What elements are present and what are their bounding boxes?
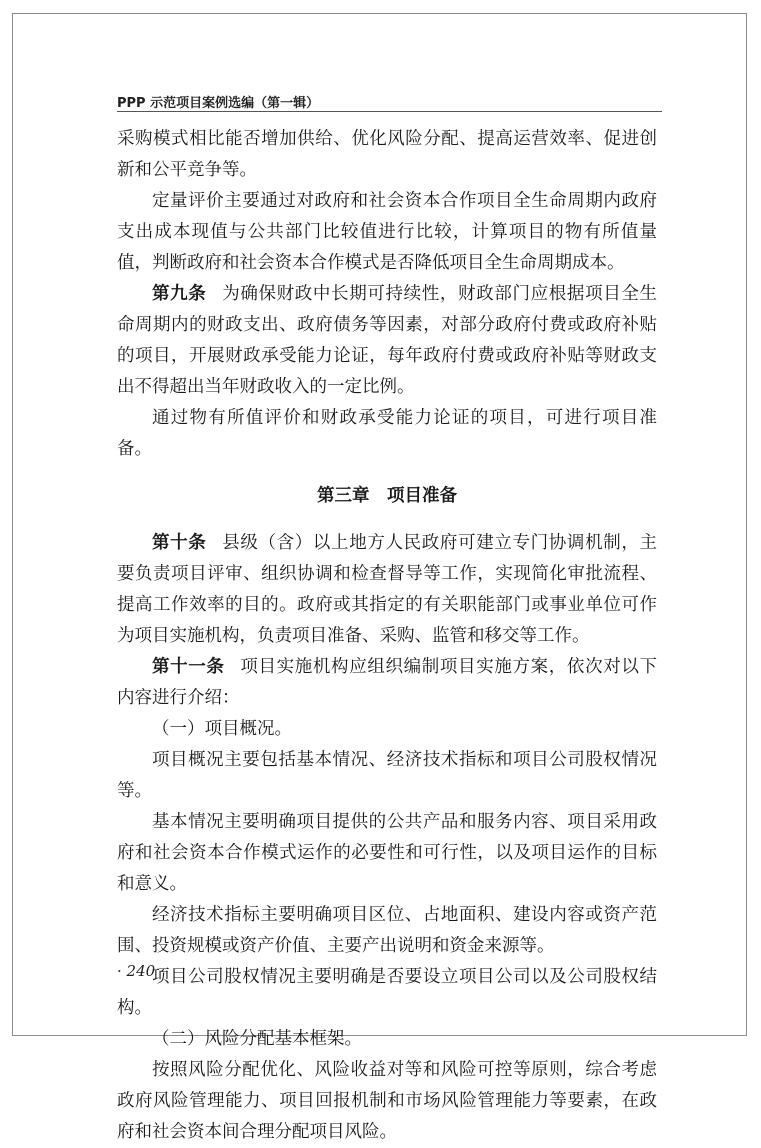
article-11-text: 项目实施机构应组织编制项目实施方案，依次对以下内容进行介绍： (117, 657, 657, 708)
paragraph-technical-indicators: 经济技术指标主要明确项目区位、占地面积、建设内容或资产范围、投资规模或资产价值、主要产出说明和资金来源等。 (117, 905, 657, 956)
header-rule (117, 111, 662, 112)
page-body (117, 124, 657, 1148)
chapter-heading: 第三章 项目准备 (317, 486, 457, 506)
article-10 (117, 528, 657, 652)
paragraph-overview-contents: 项目概况主要包括基本情况、经济技术指标和项目公司股权情况等。 (117, 750, 657, 801)
list-item-risk-framework: （二）风险分配基本框架。 (152, 1029, 362, 1049)
article-9 (117, 279, 657, 403)
paragraph-equity-structure: 项目公司股权情况主要明确是否要设立项目公司以及公司股权结构。 (117, 967, 657, 1018)
article-10-text: 县级（含）以上地方人民政府可建立专门协调机制，主要负责项目评审、组织协调和检查督导等工作，实现简化审批流程、提高工作效率的目的。政府或其指定的有关职能部门或事业单位可作为项目实施机构，负责项目准备、采购、监管和移交等工作。 (117, 533, 658, 646)
paragraph-risk-allocation: 按照风险分配优化、风险收益对等和风险可控等原则，综合考虑政府风险管理能力、项目回报机制和市场风险管理能力等要素，在政府和社会资本间合理分配项目风险。 (117, 1060, 657, 1142)
article-11 (117, 652, 657, 714)
list-item-project-overview: （一）项目概况。 (152, 719, 292, 739)
article-9-label: 第九条 (152, 284, 207, 304)
article-11-label: 第十一条 (152, 657, 225, 677)
paragraph-preparation: 通过物有所值评价和财政承受能力论证的项目，可进行项目准备。 (117, 408, 657, 459)
paragraph-continuation: 采购模式相比能否增加供给、优化风险分配、提高运营效率、促进创新和公平竞争等。 (117, 129, 657, 180)
running-header: PPP 示范项目案例选编（第一辑） (117, 96, 320, 111)
paragraph-basic-situation: 基本情况主要明确项目提供的公共产品和服务内容、项目采用政府和社会资本合作模式运作的必要性和可行性，以及项目运作的目标和意义。 (117, 812, 657, 894)
article-10-label: 第十条 (152, 533, 207, 553)
article-9-text: 为确保财政中长期可持续性，财政部门应根据项目全生命周期内的财政支出、政府债务等因素，对部分政府付费或政府补贴的项目，开展财政承受能力论证，每年政府付费或政府补贴等财政支出不得超出当年财政收入的一定比例。 (117, 284, 658, 397)
paragraph-quantitative-evaluation: 定量评价主要通过对政府和社会资本合作项目全生命周期内政府支出成本现值与公共部门比较值进行比较，计算项目的物有所值量值，判断政府和社会资本合作模式是否降低项目全生命周期成本。 (117, 191, 657, 273)
page-number: · 240 · (117, 962, 165, 980)
